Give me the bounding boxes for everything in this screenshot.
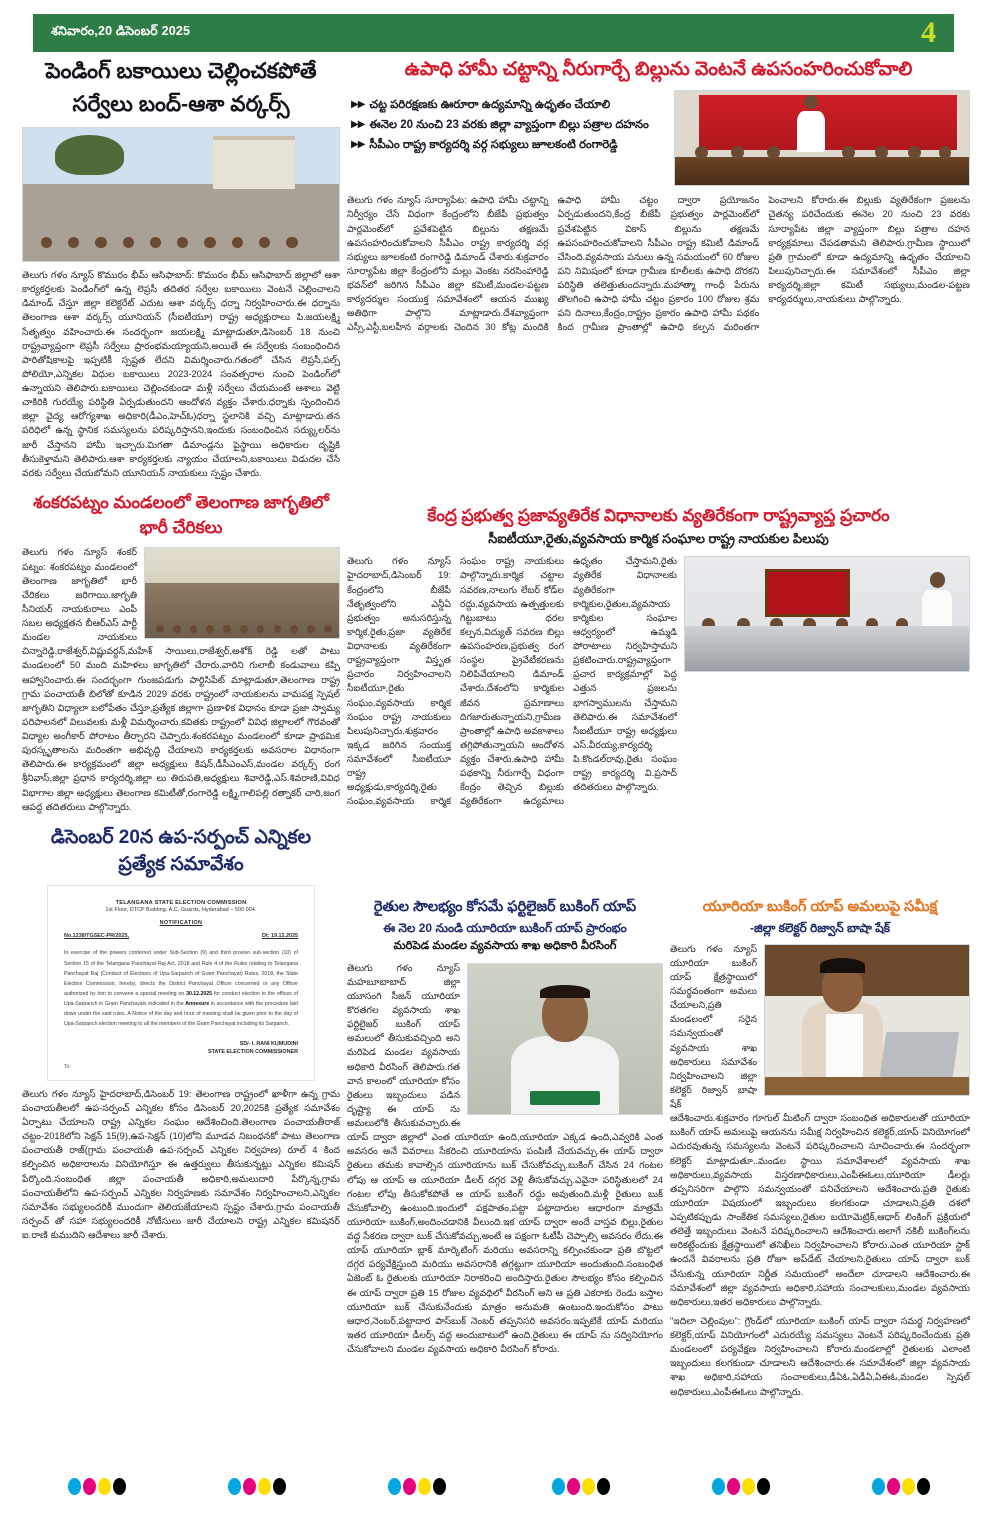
magenta-dot	[83, 1478, 96, 1495]
fertilizer-byline: మరిపెడ మండల వ్యవసాయ శాఖ అధికారి వీరసింగ్	[393, 939, 617, 952]
cyan-dot	[552, 1478, 565, 1495]
cyan-dot	[68, 1478, 81, 1495]
magenta-dot	[243, 1478, 256, 1495]
campaign-subheadline: సీఐటీయూ,రైతు,వ్యవసాయ కార్మిక సంఘాల రాష్ట్ర నాయకుల పిలుపు	[488, 530, 829, 546]
upadhi-headline: ఉపాధి హామీ చట్టాన్ని నీరుగార్చే బిల్లును వెంటనే ఉపసంహరించుకోవాలి	[404, 59, 913, 80]
cmyk-mark-group	[552, 1478, 610, 1495]
black-dot	[917, 1478, 930, 1495]
upadhi-bullet-list	[351, 98, 664, 186]
notif-address: 1st Floor, DTCP Building, A.C. Guards, Hyderabad – 500 004.	[105, 907, 257, 914]
double-arrow-icon: ▶▶	[351, 139, 365, 151]
asha-headline-line2: సర్వేలు బంద్-ఆశా వర్కర్స్	[72, 91, 290, 116]
campaign-article-body: తెలుగు గళం న్యూస్ హైదరాబాద్,డిసెంబర్ 19: కేంద్రంలోని బీజేపీ నేతృత్వంలోని ఎన్డీఏ ప్రభుత్వం అనుసరిస్తున్న కార్మిక,రైతు,ప్రజా వ్యతిరేక విధానాలకు వ్యతిరేకంగా రాష్ట్రవ్యాప్తంగా విస్తృత ప్రచారం నిర్వహించాలని సీఐటీయూ,రైతు సంఘం,వ్యవసాయ కార్మిక సంఘం రాష్ట్ర నాయకులు పిలుపునిచ్చారు.శుక్రవారం ఇక్కడ జరిగిన సంయుక్త సమావేశంలో సీఐటీయూ రాష్ట్ర అధ్యక్షుడు,కార్యదర్శి,రైతు సంఘం,వ్యవసాయ కార్మిక సంఘం రాష్ట్ర నాయకులు పాల్గొన్నారు.కార్మిక చట్టాల సవరణ,నాలుగు లేబర్ కోడ్‌ల రద్దు,వ్యవసాయ ఉత్పత్తులకు గిట్టుబాటు ధరల కల్పన,విద్యుత్ సవరణ బిల్లు ఉపసంహరణ,ప్రభుత్వ రంగ సంస్థల ప్రైవేటీకరణను నిలిపివేయాలని డిమాండ్ చేశారు.దేశంలోని కార్మికుల జీవన ప్రమాణాలు దిగజారుతున్నాయని,గ్రామీణ ప్రాంతాల్లో ఉపాధి అవకాశాలు తగ్గిపోతున్నాయని ఆందోళన వ్యక్తం చేశారు.ఉపాధి హామీ పథకాన్ని నీరుగార్చే విధంగా కేంద్రం తెచ్చిన బిల్లుకు వ్యతిరేకంగా ఉద్యమాలు ఉధృతం చేస్తామని,రైతు వ్యతిరేక విధానాలకు వ్యతిరేకంగా కార్మికుల,రైతుల,వ్యవసాయ కార్మికుల సంఘాల ఆధ్వర్యంలో ఉమ్మడి పోరాటాలు నిర్వహిస్తామని ప్రకటించారు.రాష్ట్రవ్యాప్తంగా ప్రచార కార్యక్రమాల్లో పెద్ద ఎత్తున ప్రజలను భాగస్వాములను చేస్తామని తెలిపారు.ఈ సమావేశంలో సీఐటీయూ రాష్ట్ర అధ్యక్షులు ఎస్.వీరయ్య,కార్యదర్శి పి.కొండల్‌రావు,రైతు సంఘం రాష్ట్ర కార్యదర్శి వి.ప్రసాద్ తదితరులు పాల్గొన్నారు.	[347, 556, 677, 807]
election-notification-document	[47, 885, 315, 1080]
notif-section-label: NOTIFICATION	[159, 920, 203, 927]
black-dot	[597, 1478, 610, 1495]
cyan-dot	[388, 1478, 401, 1495]
bullet-text: చట్ట పరిరక్షణకు ఊరూరా ఉద్యమాన్ని ఉధృతం చేయాలి	[369, 99, 611, 112]
urea-review-article-body2: "ఇదిలా చెల్లింపుల": గ్రౌండ్‌లో యూరియా బుకింగ్ యాప్ ద్వారా సమర్థ నిర్వహణలో కలెక్టర్,యాప్ వినియోగంలో ఎదురయ్యే సమస్యలు వెంటనే పరిష్కరించేందుకు ప్రతి మండలంలో పర్యవేక్షణ నిర్వహించాలని కోరారు.మండలాల్లో రైతులకు ఎలాంటి ఇబ్బందులు కలగకుండా చూడాలని ఆదేశించారు.ఈ సమావేశంలో జిల్లా వ్యవసాయ శాఖ అధికారి,సహాయ సంచాలకులు,డీఏఓ,ఏడీఏ,ఏఈఓ,మండల స్పెషల్ అధికారులు,ఎంపీఈఓలు పాల్గొన్నారు.	[670, 1315, 970, 1397]
urea-review-article-body: తెలుగు గళం న్యూస్ యూరియా బుకింగ్ యాప్ క్షేత్రస్థాయిలో సమర్థవంతంగా అమలు చేయాలని,ప్రతి మండలంలో సరైన సమన్వయంతో వ్యవసాయ శాఖ అధికారులు సమావేశం నిర్వహించాలని జిల్లా కలెక్టర్ రిజ్వాన్ బాషా షేక్ ఆదేశించారు.శుక్రవారం గూగుల్ మీటింగ్ ద్వారా సంబంధిత అధికారులతో యూరియా బుకింగ్ యాప్ అమలుపై ఆయనను సమీక్ష నిర్వహించిన కలెక్టర్,యాప్ వినియోగంలో ఎదురవుతున్న సమస్యలను వెంటనే పరిష్కరించాలని సూచించారు.ఈ సందర్భంగా కలెక్టర్ మాట్లాడుతూ..మండల స్థాయి సమావేశాలలో వ్యవసాయ శాఖ అధికారులు,వ్యవసాయ విస్తరణాధికారులు,ఎంపీఈఓలు,యూరియా డీలర్లు తప్పనిసరిగా పాల్గొని సమన్వయంతో పనిచేయాలని ఆదేశించారు.ప్రతి రైతుకు యూరియా విషయంలో ఇబ్బందులు కలగకుండా చూడాలని,ప్రతి దశలో ఎప్పటికప్పుడు సాంకేతిక సమస్యలు,రైతుల బయోమెట్రిక్,ఆధార్ లింకింగ్ ప్రక్రియలో తలెత్తే ఇబ్బందులు వెంటనే పరిష్కరించాలని ఆదేశించారు.అలాగే నకిలీ బుకింగ్‌లను అరికట్టేందుకు క్షేత్రస్థాయిలో తనిఖీలు నిర్వహించాలని కోరారు.ఎంత యూరియా స్టాక్ ఉందనే వివరాలను ప్రతి రోజూ అప్‌డేట్ చేయాలని,రైతులు యాప్ ద్వారా బుక్ చేసుకున్న యూరియా నిర్ణీత సమయంలో అందేలా చూడాలని ఆదేశించారు.ఈ సమావేశంలో జిల్లా వ్యవసాయ అధికారి,సహాయ సంచాలకులు,మండల వ్యవసాయ అధికారులు,ఇతర అధికారులు పాల్గొన్నారు.	[670, 943, 970, 1307]
election-headline-line1: డిసెంబర్ 20న ఉప-సర్పంచ్ ఎన్నికల	[50, 826, 312, 848]
yellow-dot	[258, 1478, 271, 1495]
notif-signatory-title: STATE ELECTION COMMISSIONER	[208, 1048, 298, 1055]
sankarapatnam-article-body: తెలుగు గళం న్యూస్ శంకర్ పట్నం: శంకరపట్నం మండలంలో తెలంగాణ జాగృతిలో భారీ చేరికలు జరిగాయి.జాగృతి సీనియర్ నాయకురాలు ఎంపీ సబల అధ్యక్షతన బీఆర్ఎస్ పార్టీ మండల నాయకులు చిన్నారెడ్డి,రాజేశ్వర్,విష్ణువర్ధన్,మహేశ్ సాయిలు,రాజేశ్వర్,అశోక్ రెడ్డి లతో పాటు మండలంలో 50 మంది మహిళలు జాగృతిలో చేరారు.వారిని గులాబీ కండువాలు కప్పి ఆహ్వానించారు.ఈ సందర్భంగా గుంజపడుగు పార్టిసిపేట్ మాట్లాడుతూ,తెలంగాణ రాష్ట్ర గ్రామ పంచాయతీ బిలోతో కూడిన 2029 వరకు రాష్ట్రంలో నాయకులను వామపక్ష స్పెషల్ జాగృతిని విధ్యాలా బలోపేతం చేస్తూ,ప్రత్యేక జిల్లాగా ప్రణాళిక విధానం కూడా ప్రజా స్వామ్య పరిపాలనలో విలువలకు మళ్లీ విమర్శించారు.కవితకు రాష్ట్రంలో వివిధ జిల్లాలలో గౌరవంతో విధ్యాల అంగీకార్ పోరాటం తీర్చారని చెప్పారు.శంకరపట్నం మండలంలో కూడా ప్రాథమిక పురస్కృతాలను మరింతగా అభివృద్ధి చేయాలని కార్యకర్తలకు అవసరాల విధానంగా తెలిపారు.ఈ కార్యక్రమంలో జిల్లా అధ్యక్షులు కిషన్,డీసీఎంఎస్,మండల వర్కర్స్ రంగ శ్రీనివాస్,జిల్లా ప్రధాన కార్యదర్శి,జిల్లా లు తిరుపతి,అధ్యక్షులు శివారెడ్డి,ఎస్.శివరాణి,వివిధ విభాగాల జిల్లా అధ్యక్షులు తెలంగాణ కమిటీతో,రంగారెడ్డి లక్ష్మి,గాలిపల్లి రత్నాకర్ చారి,జంగ ఆపద్ద తదితరులు పాల్గొన్నారు.	[22, 547, 340, 812]
district-collector-photo	[764, 944, 970, 1096]
cmyk-registration-bar	[0, 1478, 987, 1508]
union-leaders-meeting-photo	[684, 556, 970, 672]
cmyk-mark-group	[872, 1478, 930, 1495]
notif-body-part1: In exercise of the powers conferred under Sub-Section (9) and third proviso sub-section (10) of Section 15 of the Telangana Panchayat Raj Act, 2018 and Rule 4 of the Rules relating to Telangana Panchayat Raj (Conduct of Elections of Upa-Sarpanch of Gram Panchayat) Rules, 2018, the State Election Commission, hereby, directs the District Panchayat Officer concerned or any Officer authorized by him to convene a special meeting on	[64, 950, 298, 997]
article-asha-workers	[22, 58, 340, 480]
publication-date: శనివారం,20 డిసెంబర్ 2025	[51, 24, 191, 38]
double-arrow-icon: ▶▶	[351, 119, 365, 131]
sankarapatnam-photo	[144, 547, 340, 639]
article-sankarapatnam	[22, 492, 340, 814]
asha-headline-line1: పెండింగ్ బకాయిలు చెల్లించకపోతే	[45, 59, 317, 83]
bullet-item	[351, 98, 664, 113]
campaign-headline: కేంద్ర ప్రభుత్వ ప్రజావ్యతిరేక విధానాలకు వ్యతిరేకంగా రాష్ట్రవ్యాప్త ప్రచారం	[427, 506, 890, 525]
sankarapatnam-headline-line2: భారీ చేరికలు	[139, 517, 223, 537]
yellow-dot	[742, 1478, 755, 1495]
left-column	[22, 58, 340, 1242]
notif-commission-title: TELANGANA STATE ELECTION COMMISSION	[115, 900, 247, 907]
upadhi-article-body: తెలుగు గళం న్యూస్ సూర్యాపేట: ఉపాధి హామీ చట్టాన్ని నిర్వీర్యం చేసే విధంగా కేంద్రంలోని బీజేపీ ప్రభుత్వం పార్లమెంట్‌లో ప్రవేశపెట్టిన బిల్లును తక్షణమే ఉపసంహరించుకోవాలని సీపీఎం రాష్ట్ర కార్యదర్శి వర్గ సభ్యులు జూలకంటి రంగారెడ్డి డిమాండ్ చేశారు.శుక్రవారం సూర్యాపేట జిల్లా కేంద్రంలోని మల్లు వెంకట నరసింహారెడ్డి భవన్‌లో జరిగిన సీపీఎం జిల్లా కమిటీ,మండల-పట్టణ కార్యదర్శుల సంయుక్త సమావేశంలో ఆయన ముఖ్య అతిథిగా పాల్గొని మాట్లాడారు.దేశవ్యాప్తంగా ఎస్సీ,ఎస్టీ,బలహీన వర్గాలకు చెందిన 30 కోట్ల మందికి ఉపాధి హామీ చట్టం ద్వారా ప్రయోజనం ఏర్పడుతుందని,కేంద్ర బీజేపీ ప్రభుత్వం పార్లమెంట్‌లో ప్రవేశపెట్టిన వికాస్ బిల్లును తక్షణమే ఉపసంహరించుకోవాలని సీపీఎం రాష్ట్ర కమిటీ డిమాండ్ చేసింది.వ్యవసాయ పనులు ఉన్న సమయంలో 60 రోజుల పని నిమిషంలో కూడా గ్రామీణ కూలీలకు ఉపాధి దొరకని పరిస్థితి తలెత్తుతుందన్నారు.మహాత్మా గాంధీ పేరును తొలగించి ఉపాధి హామీ చట్టం ప్రకారం 100 రోజుల శ్రమ పని దినాలు,కేంద్రం,రాష్ట్రం ప్రకారం ఉపాధి హామీ పథకం కింద గ్రామీణ ప్రాంతాల్లో ఉపాధి కల్పన మరింతగా పెంచాలని కోరారు.ఈ బిల్లుకు వ్యతిరేకంగా ప్రజలను చైతన్య పరిచేందుకు ఈనెల 20 నుంచి 23 వరకు సూర్యాపేట జిల్లా వ్యాప్తంగా బిల్లు పత్రాల దహన కార్యక్రమాలు చేపడతామని తెలిపారు.గ్రామీణ స్థాయిలో ప్రతి గ్రామంలో కూడా ఉద్యమాన్ని ఉధృతం చేయాలని పిలుపునిచ్చారు.ఈ సమావేశంలో సీపీఎం జిల్లా కార్యదర్శి,జిల్లా కమిటీ సభ్యులు,మండల-పట్టణ కార్యదర్శులు,నాయకులు పాల్గొన్నారు.	[347, 195, 970, 333]
fertilizer-subheadline: ఈ నెల 20 నుండి యూరియా బుకింగ్ యాప్ ప్రారంభం	[383, 920, 627, 935]
agriculture-officer-photo	[467, 963, 663, 1115]
yellow-dot	[582, 1478, 595, 1495]
magenta-dot	[887, 1478, 900, 1495]
cmyk-mark-group	[68, 1478, 126, 1495]
notif-to-label: To:	[64, 1063, 71, 1070]
article-upadhi-hami	[347, 58, 970, 335]
fertilizer-headline: రైతుల సౌలభ్యం కోసమే ఫర్టిలైజర్ బుకింగ్ యాప్	[373, 899, 637, 915]
asha-article-body: తెలుగు గళం న్యూస్ కొమురం భీమ్ ఆసిఫాబాద్: కొమురం భీమ్ ఆసిఫాబాద్ జిల్లాలో ఆశా కార్యకర్తలకు పెండింగ్‌లో ఉన్న లెప్రసీ తదితర సర్వేల బకాయిలు వెంటనే చెల్లించాలని డిమాండ్ చేస్తూ జిల్లా కలెక్టరేట్ ఎదుట ఆశా వర్కర్స్ ధర్నా నిర్వహించారు.ఈ ధర్నాను తెలంగాణ ఆశా వర్కర్స్ యూనియన్ (సీఐటీయూ) రాష్ట్ర అధ్యక్షురాలు పి.జయలక్ష్మి సేతృత్వం వహించారు.ఈ సందర్భంగా జయలక్ష్మి మాట్లాడుతూ,డిసెంబర్ 18 నుంచి రాష్ట్రవ్యాప్తంగా లెప్రసీ సర్వేలు ప్రారంభమయ్యాయని,అయితే ఈ సర్వేలకు సంబంధించిన పారితోషికాలపై ఇప్పటికీ స్పష్టత లేదని విమర్శించారు.గతంలో చేసిన లెప్రసీ,పల్స్ పోలియో,ఎన్నికల విధుల బకాయిలు 2023-2024 సంవత్సరాల నుంచి పెండింగ్‌లో ఉన్నాయని తెలిపారు.బకాయిలు చెల్లించకుండా మళ్లీ సర్వేలు చేయమంటే ఆశాలు వెట్టి చాకిరికి గురయ్యే పరిస్థితి ఏర్పడుతుందని ఆందోళన వ్యక్తం చేశారు.ధర్నాకు స్పందించిన జిల్లా వైద్య ఆరోగ్యశాఖ అధికారి(డీఎం,హెచ్‌ఓ)ధర్నా స్థలానికి వచ్చి మాట్లాడారు.తన పరిధిలో ఉన్న స్థానిక సమస్యలను పరిష్కరిస్తానని,ఇందుకు సంబంధించిన సర్య్కులర్‌ను జారీ చేస్తానని హామీ ఇచ్చారు.మిగతా డిమాండ్లను పైస్థాయి అధికారుల దృష్టికి తీసుకెళ్తామని తెలిపారు.ఆశా కార్యకర్తలకు న్యాయం చేయాలని,బకాయిలు విడుదల చేసే వరకు సర్వేలు చేయబోమని యూనియన్ నాయకులు స్పష్టం చేశారు.	[22, 270, 340, 478]
yellow-dot	[418, 1478, 431, 1495]
notif-signatory-name: SD/- I. RANI KUMUDINI	[239, 1040, 298, 1047]
cyan-dot	[872, 1478, 885, 1495]
magenta-dot	[567, 1478, 580, 1495]
notif-meeting-date: 30.12.2025	[186, 990, 213, 997]
double-arrow-icon: ▶▶	[351, 99, 365, 111]
magenta-dot	[403, 1478, 416, 1495]
asha-workers-photo	[22, 127, 340, 262]
cmyk-mark-group	[712, 1478, 770, 1495]
magenta-dot	[727, 1478, 740, 1495]
article-state-campaign	[347, 505, 970, 809]
article-election-notification	[22, 826, 340, 1242]
election-headline-line2: ప్రత్యేక సమావేశం	[118, 854, 244, 876]
yellow-dot	[98, 1478, 111, 1495]
notif-body-part3: in accordance with the procedure laid down under the said rules. A Notice of the day and hour of meeting shall be given prior to the day of Upa-Sarpanch election meeting to all the members of the Gram Panchayat including its Sarpanch.	[64, 1001, 298, 1028]
article-urea-review	[670, 898, 970, 1399]
fertilizer-article-body: తెలుగు గళం న్యూస్ మహబూబాబాద్ జిల్లా యూసంగి సీజన్ యూరియా కొరతగల వ్యవసాయ శాఖ ఫర్టిలైజర్ బుకింగ్ యాప్ అమలులో తీసుకువచ్చింది అని మరిపెడ మండల వ్యవసాయ అధికారి వీరసింగ్ తెలిపారు.గత వాన కాలంలో యూరియా కోసం రైతులు ఇబ్బందులు పడిన దృష్ట్యా ఈ యాప్ ను అమలులోకి తీసుకువచ్చారు.ఈ యాప్ ద్వారా జిల్లాలో ఎంత యూరియా ఉంది,యూరియా ఎక్కడ ఉంది,ఎవ్వరికి ఎంత అవసరం అనే వివరాలు సేకరించి యూరియాను పంపిణీ చేయవచ్చు.ఈ యాప్ ద్వారా రైతులు తమకు కావాల్సిన యూరియాను బుక్ చేసుకోవచ్చు.బుకింగ్ చేసిన 24 గంటల లోపు ఆ యాప్ ఆ యూరియా డీలర్ దగ్గర వెళ్లి తీసుకోవచ్చు.ఎవైనా పరిస్థితులలో 24 గంటల లోపు తీసుకోకపోతే ఆ యాప్ బుకింగ్ రద్దు అవుతుంది.మళ్లీ రైతులు బుక్ చేసుకోవాల్సి ఉంటుంది.ఇందులో పక్షపాతం,పట్టా పట్టాదారుల ఆధారంగా మాత్రమే యూరియా బుకింగ్,అందించడానికి వీలుంది.ఇక యాప్ ద్వారా అందే వాస్తవ బిల్లు,రైతుల వద్ద సేకరణ ద్వారా బుక్ చేసుకోవచ్చు,అంటే ఆ పక్షంగా ఓటీపీ చెప్పాల్సి అవసరం లేదు.ఈ యాప్ యూరియా బ్లాక్ మార్కెటింగ్ మరియు అవసరాన్ని కల్పించకుండా ప్రతి బొట్టలో దగ్గర పర్యవేక్షిస్తుంది మరియు అవసరానికి తగ్గట్టుగా యూరియా అందుతుంది.సంబంధిత ఏజెంట్ ఓ రైతులకు యూరియా నిరాకరించి అందిస్తారు.రైతుల సౌలభ్యం కోసం కల్పించిన ఈ యాప్ ద్వారా ప్రతి 15 రోజుల వ్యవధిలో వీరసింగ్ అని ఆ ప్రతి ఎకరాకు రెండు బస్తాల యూరియా బుక్ చేసుకునేందుకు మాత్రం అనుమతి ఉంటుంది.ఇందుకోసం పాటు ఆధార,నెంబర్,పట్టాదార పాస్‌బుక్ నెంబర్ తప్పనిసరి అవసరం.ఇప్పటికే యాప్ మరియు ఇతర యూరియా డీలర్స్ వద్ద అందుబాటులో ఉంది.రైతులు ఈ యాప్ ను సద్వినియోగం చేసుకోవాలని మండల వ్యవసాయ అధికారి వీరసింగ్ కోరారు.	[347, 962, 663, 1355]
notif-number: No.1238/TGSEC-PR/2025,	[64, 933, 130, 940]
cmyk-mark-group	[228, 1478, 286, 1495]
yellow-dot	[902, 1478, 915, 1495]
urea-review-headline: యూరియా బుకింగ్ యాప్ అమలుపై సమీక్ష	[702, 899, 938, 915]
bullet-text: ఈనెల 20 నుంచి 23 వరకు జిల్లా వ్యాప్తంగా బిల్లు పత్రాల దహనం	[369, 119, 649, 132]
cmyk-mark-group	[388, 1478, 446, 1495]
election-article-body: తెలుగు గళం న్యూస్ హైదరాబాద్,డిసెంబర్ 19: తెలంగాణ రాష్ట్రంలో ఖాళీగా ఉన్న గ్రామ పంచాయతీలలో ఉప-సర్పంచ్ ఎన్నికల కోసం డిసెంబర్ 20,2025కి ప్రత్యేక సమావేశం ఏర్పాటు చేయాలని రాష్ట్ర ఎన్నికల సంఘం ఆదేశించింది.తెలంగాణ పంచాయతీరాజ్ చట్టం-2018లోని సెక్షన్ 15(9),ఉప-సెక్షన్ (10)లోని మూడవ నిబంధనకో పాటు తెలంగాణ పంచాయతీ రాజ్(గ్రామ పంచాయతీ ఉప-సర్పంచ్ ఎన్నికల నిర్వహణ) రూల్ 4 కింద కల్పించిన అధికారాలను వినియోగిస్తూ ఈ ఉత్తర్వులు తీసుకున్నట్లు ఎన్నికల కమిషన్ పేర్కొంది.సంబంధిత జిల్లా పంచాయతీ అధికారి,అమలుదారి పేర్కొన్న,గ్రామ పంచాయతీలోని ఉప-సర్పంచ్ ఎన్నికల నిర్వహణకు సమావేశం నిర్వహించాలని,ఎన్నికల సమావేశం సభ్యులందరికీ ముందుగా తెలియజేయాలని స్పష్టం చేశారు.గ్రామ పంచాయతీ సర్పంచ్ తో సహా సభ్యులందరికీ నోటీసులు జారీ చేయాలని రాష్ట్ర ఎన్నికల కమిషనర్ ఐ.రాణి కుముదిని ఆదేశాలు జారీ చేశారు.	[22, 1088, 340, 1240]
cpm-press-conference-photo	[674, 90, 970, 186]
black-dot	[113, 1478, 126, 1495]
bullet-text: సీపీఎం రాష్ట్ర కార్యదర్శి వర్గ సభ్యులు జూలకంటి రంగారెడ్డి	[369, 139, 618, 152]
masthead-bar	[33, 14, 954, 52]
sankarapatnam-headline-line1: శంకరపట్నం మండలంలో తెలంగాణ జాగృతిలో	[33, 492, 329, 512]
article-fertilizer-app	[347, 898, 663, 1356]
black-dot	[273, 1478, 286, 1495]
notif-body-part2: for conduct election to the offices of Upa-Sarpanch in Gram Panchayats indicated in the	[64, 990, 298, 1008]
black-dot	[757, 1478, 770, 1495]
notif-annexure-word: Annexure	[185, 1001, 210, 1008]
notif-date: Dt: 19.12.2025	[262, 933, 298, 940]
black-dot	[433, 1478, 446, 1495]
cyan-dot	[712, 1478, 725, 1495]
urea-review-subheadline: -జిల్లా కలెక్టర్ రిజ్వాన్ బాషా షేక్	[749, 920, 891, 935]
cyan-dot	[228, 1478, 241, 1495]
bullet-item	[351, 118, 664, 133]
page-number: 4	[921, 16, 936, 49]
bullet-item	[351, 138, 664, 153]
